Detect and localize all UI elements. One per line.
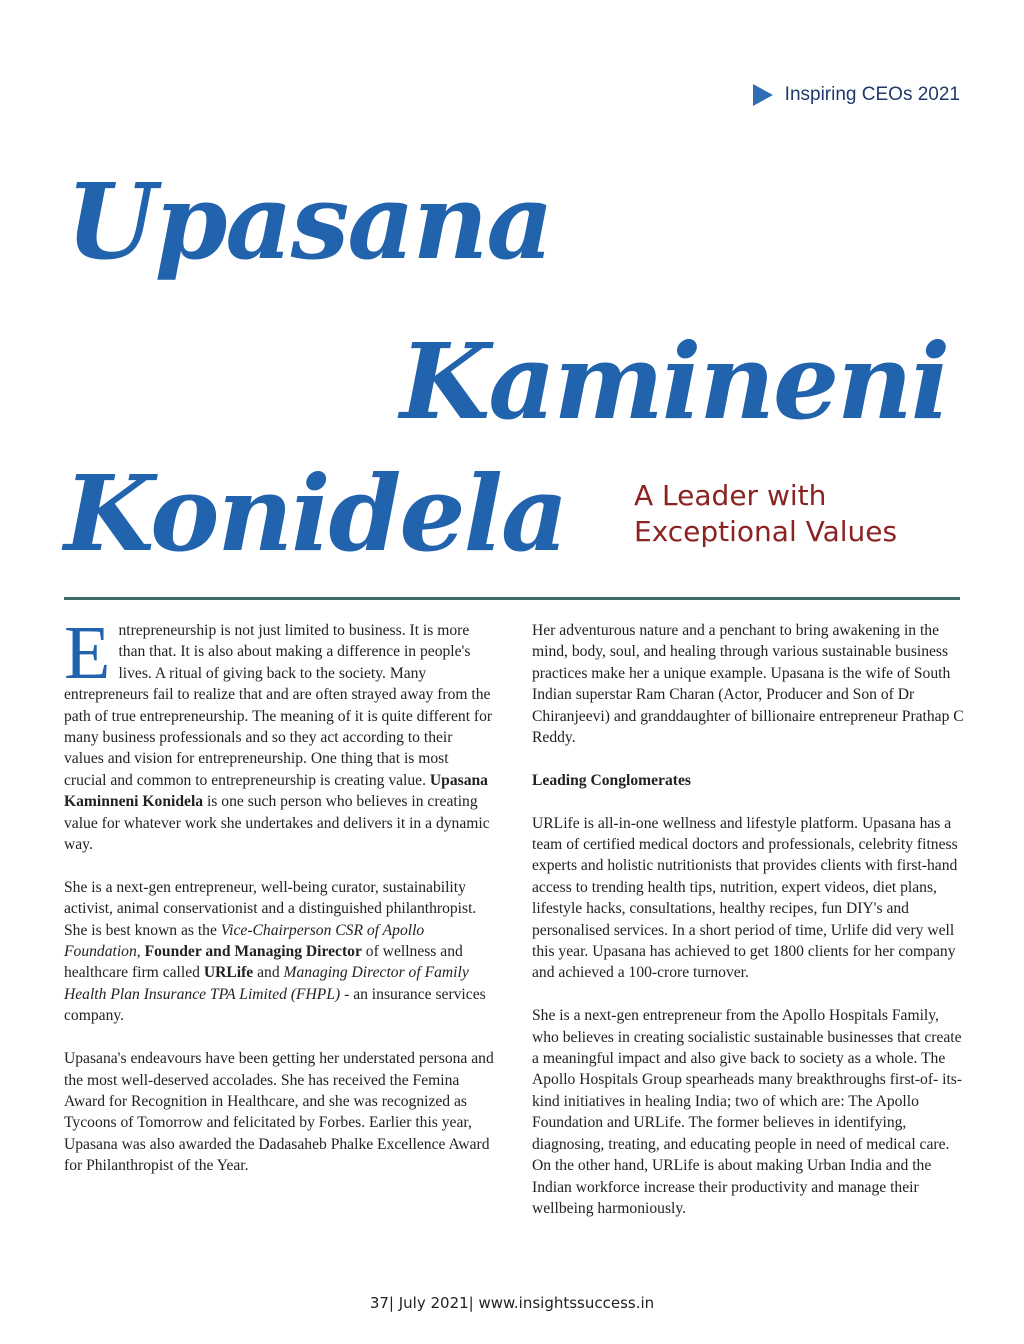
bold-role: Founder and Managing Director — [144, 943, 362, 961]
bold-name: Upasana Kaminneni Konidela — [64, 771, 488, 811]
italic-role: Managing Director of Family Health Plan Insurance TPA Limited (FHPL) — [64, 964, 469, 1003]
title-line-middle-name: Kamineni — [400, 320, 949, 443]
section-tag-label: Inspiring CEOs 2021 — [784, 84, 960, 105]
subtitle-line-1: A Leader with — [634, 479, 827, 512]
italic-role: Vice-Chairperson CSR of Apollo Foundation — [64, 921, 425, 961]
roles-paragraph — [64, 877, 494, 1027]
paragraph-text: - an insurance services company. — [64, 985, 486, 1025]
bold-company: URLife — [203, 964, 254, 982]
urlife-paragraph: URLife is all-in-one wellness and lifestyle platform. Upasana has a team of certified medical doctors and professionals, celebrity fitness experts and holistic nutritionists that provides clients with first-hand access to trending health tips, nutrition, expert videos, diet plans, lifestyle hacks, consultations, healthy recipes, fun DIY's and personalised services. In a short period of time, Urlife did very well this year. Upasana has achieved to get 1800 clients for her company and achieved a 100-crore turnover. — [532, 814, 958, 982]
drop-cap: E — [64, 611, 111, 695]
section-heading: Leading Conglomerates — [532, 771, 691, 789]
subtitle-line-2: Exceptional Values — [634, 515, 898, 548]
paragraph-text: She is a next-gen entrepreneur, well-being curator, sustainability activist, animal conservationist and a distinguished philanthropist. She is best known as the — [64, 878, 477, 939]
intro-paragraph — [64, 611, 494, 855]
background-paragraph: Her adventurous nature and a penchant to bring awakening in the mind, body, soul, and healing through various sustainable business practices make her a unique example. Upasana is the wife of South Indian superstar Ram Charan (Actor, Producer and Son of Dr Chiranjeevi) and granddaughter of billionaire entrepreneur Prathap C Reddy. — [532, 622, 964, 747]
paragraph-text: and — [253, 964, 284, 982]
section-tag — [753, 84, 960, 106]
paragraph-text: ntrepreneurship is not just limited to business. It is more than that. It is also about making a difference in people's lives. A ritual of giving back to the society. Many entrepreneurs fail to realize that and are often strayed away from the path of true entrepreneurship. The meaning of it is quite different for many business professionals and so they act according to their values and vision for entrepreneurship. One thing that is most crucial and common to entrepreneurship is creating value. — [64, 622, 493, 789]
page-footer: 37| July 2021| www.insightssuccess.in — [369, 1294, 655, 1312]
title-line-last-name: Konidela — [64, 452, 567, 575]
paragraph-text: is one such person who believes in creating value for whatever work she undertakes and delivers it in a dynamic way. — [64, 793, 490, 854]
title-divider — [64, 597, 960, 600]
paragraph-text: , — [136, 943, 145, 961]
awards-paragraph: Upasana's endeavours have been getting her understated persona and the most well-deserved accolades. She has received the Femina Award for Recognition in Healthcare, and she was recognized as Tycoons of Tomorrow and felicitated by Forbes. Earlier this year, Upasana was also awarded the Dadasaheb Phalke Excellence Award for Philanthropist of the Year. — [64, 1050, 494, 1175]
paragraph-text: of wellness and healthcare firm called — [64, 943, 463, 982]
article-subtitle — [634, 478, 897, 550]
left-column — [64, 611, 494, 1198]
apollo-paragraph: She is a next-gen entrepreneur from the Apollo Hospitals Family, who believes in creating socialistic sustainable businesses that create a meaningful impact and also give back to society as a whole. The Apollo Hospitals Group spearheads many breakthroughs first-of- its-kind initiatives in healing India; two of which are: The Apollo Foundation and URLife. The former believes in identifying, diagnosing, treating, and educating people in need of medical care. On the other hand, URLife is about making Urban India and the Indian workforce increase their productivity and manage their wellbeing harmoniously. — [532, 1007, 963, 1217]
title-line-first-name: Upasana — [66, 160, 552, 283]
right-column — [532, 620, 964, 1241]
triangle-right-icon — [753, 84, 773, 106]
